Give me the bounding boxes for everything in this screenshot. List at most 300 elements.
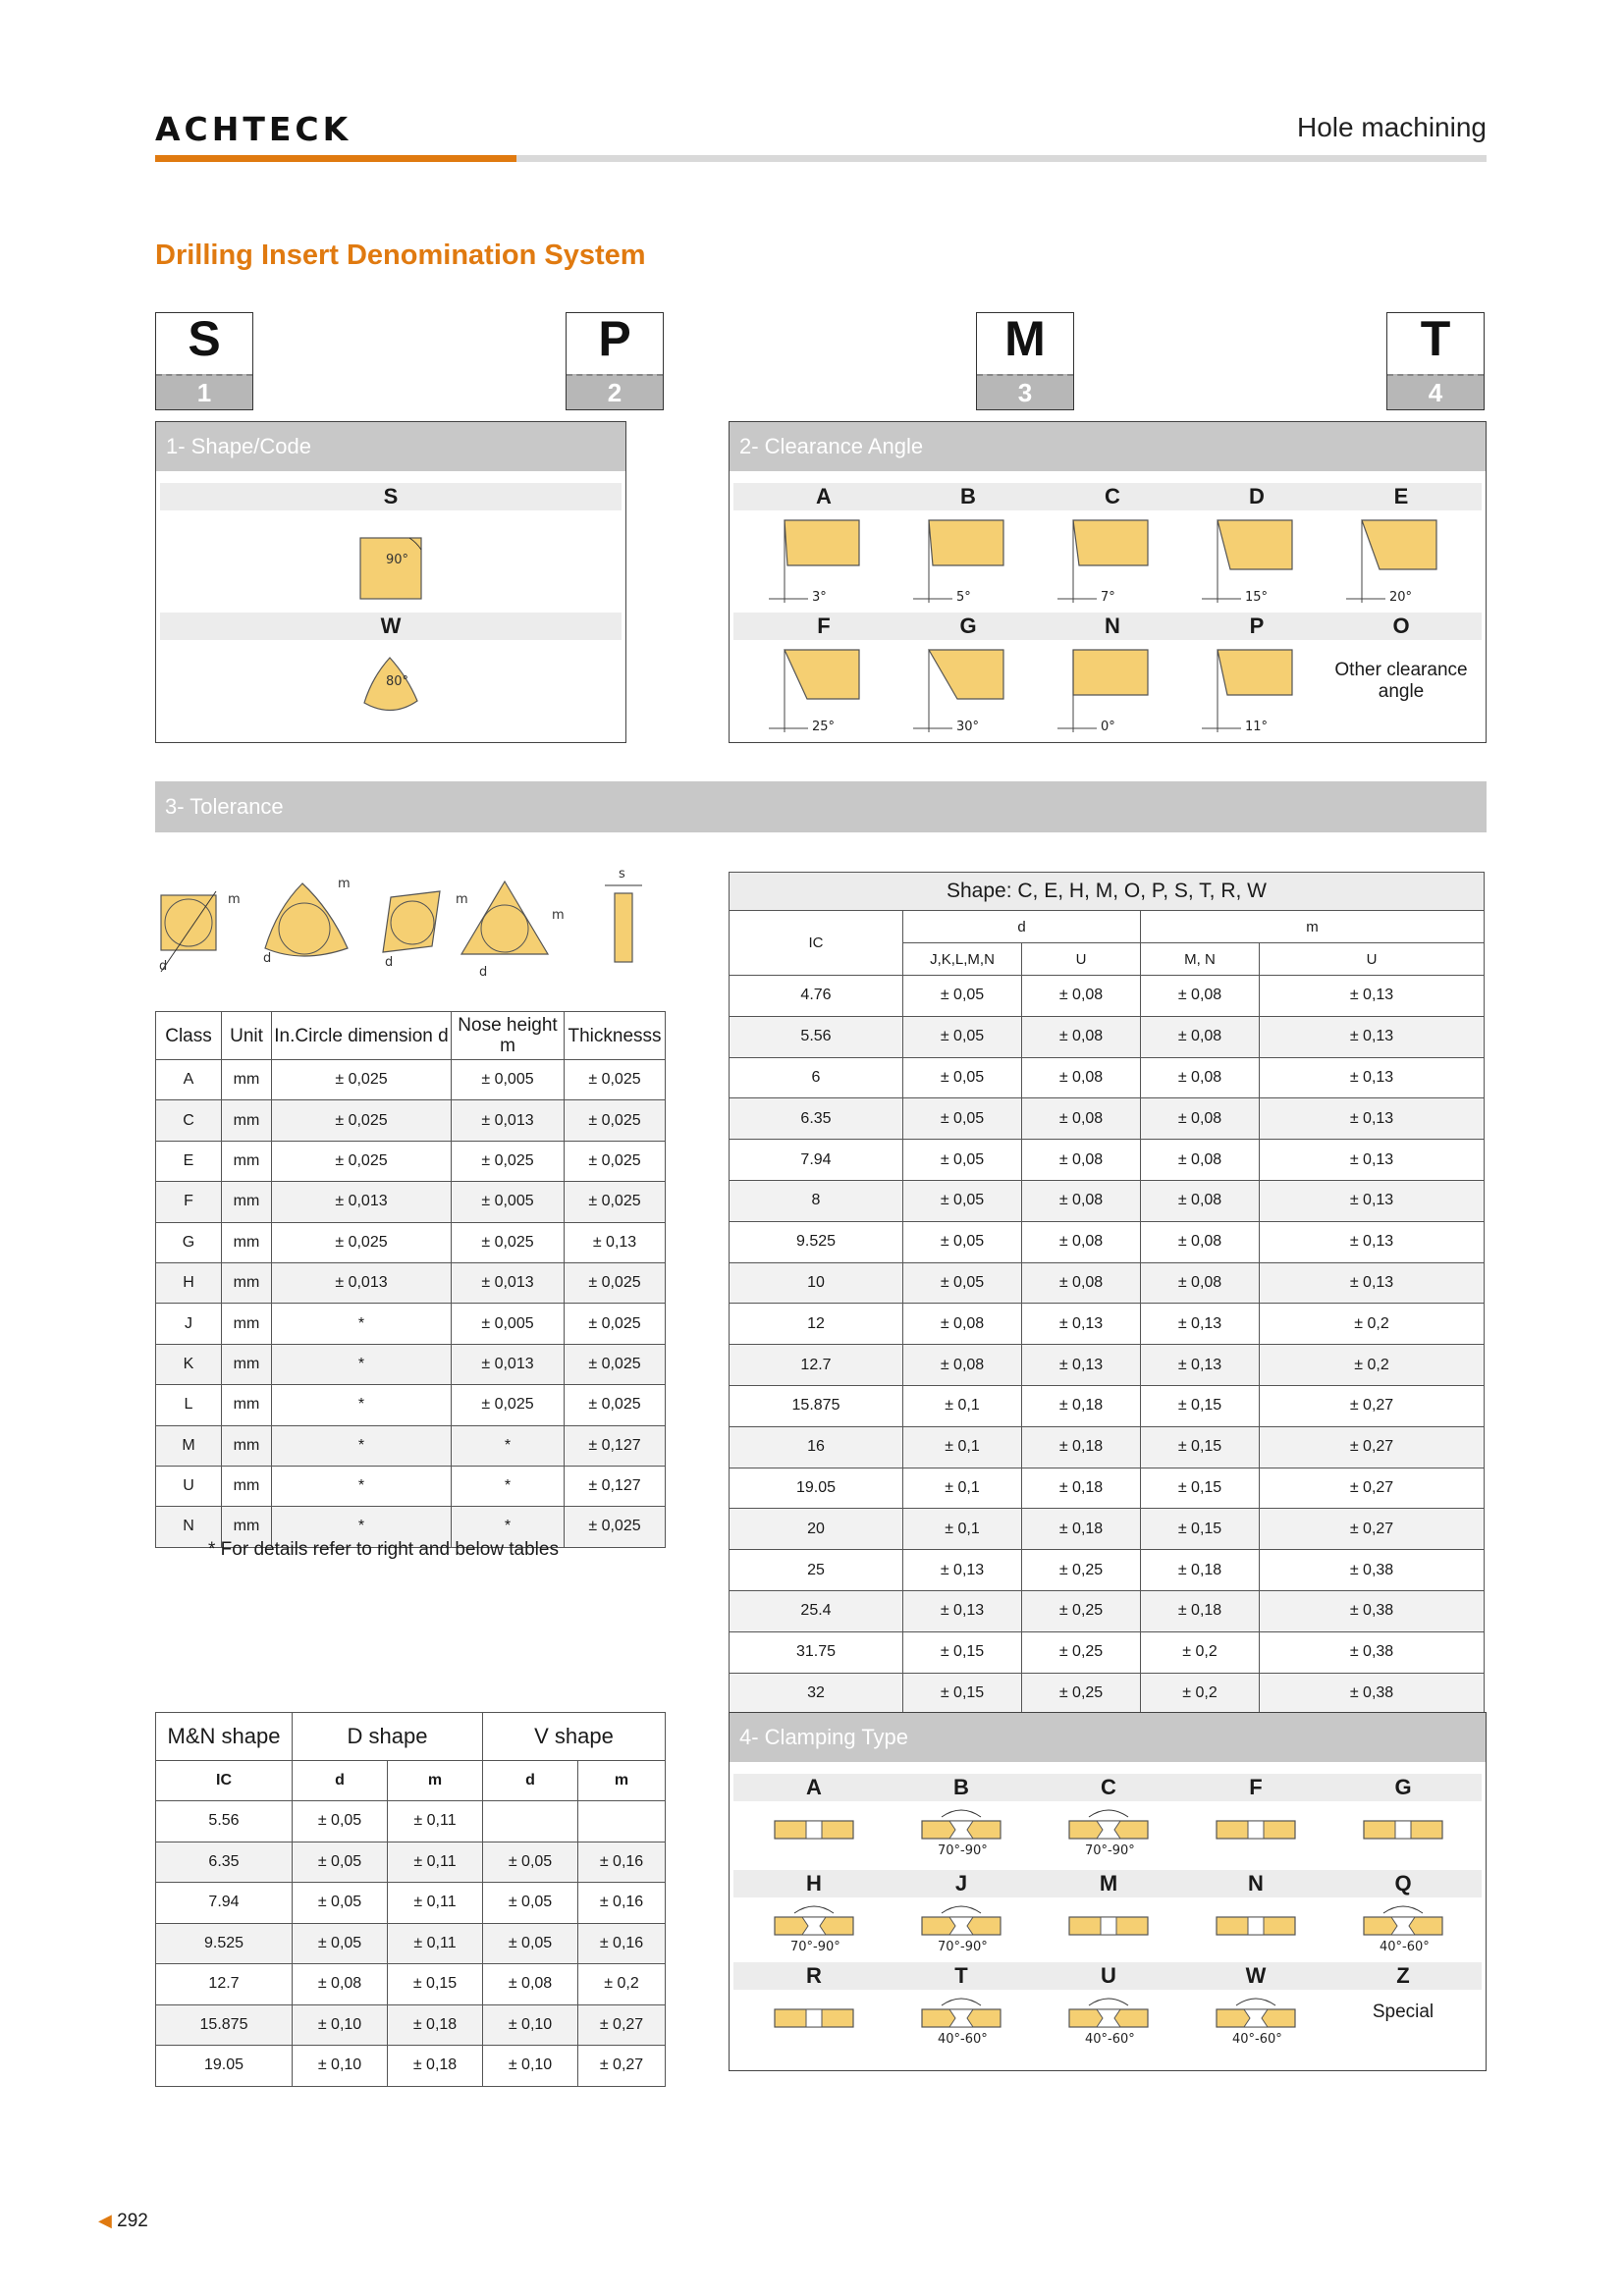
- table-cell: mm: [222, 1344, 272, 1384]
- table-cell: ± 0,18: [1022, 1509, 1141, 1550]
- table-cell: ± 0,05: [293, 1842, 388, 1883]
- table-cell: 5.56: [156, 1801, 293, 1842]
- table-cell: ± 0,2: [578, 1964, 666, 2005]
- table-row: [730, 1345, 1485, 1386]
- clearance-code: G: [959, 614, 977, 638]
- table-row: [730, 1304, 1485, 1345]
- table-cell: ± 0,08: [1141, 1262, 1260, 1304]
- table-cell: ± 0,05: [903, 1016, 1022, 1057]
- code-number: 1: [156, 374, 252, 409]
- table-cell: *: [272, 1425, 452, 1466]
- table-cell: ± 0,025: [565, 1141, 666, 1181]
- code-number: 2: [567, 374, 663, 409]
- square-insert-icon: [352, 530, 431, 609]
- clamping-insert-icon: [1354, 1899, 1452, 1962]
- clearance-code: O: [1392, 614, 1410, 638]
- table-row: [730, 1468, 1485, 1509]
- table-cell: ± 0,025: [272, 1141, 452, 1181]
- sub-header: M, N: [1141, 943, 1260, 976]
- header-rule-accent: [155, 155, 516, 162]
- code-letter: T: [1420, 311, 1451, 366]
- table-cell: *: [272, 1507, 452, 1547]
- table-cell: mm: [222, 1466, 272, 1506]
- table-cell: ± 0,025: [272, 1222, 452, 1262]
- table-cell: ± 0,1: [903, 1468, 1022, 1509]
- table-cell: 12: [730, 1304, 903, 1345]
- table-row: [730, 1180, 1485, 1221]
- table-cell: ± 0,1: [903, 1509, 1022, 1550]
- table-cell: ± 0,05: [903, 1057, 1022, 1098]
- table-row: [730, 1550, 1485, 1591]
- clearance-code: C: [1105, 484, 1120, 508]
- clamping-code: C: [1101, 1775, 1116, 1799]
- clamping-insert-icon: [1059, 1803, 1158, 1866]
- table-cell: ± 0,08: [1141, 1057, 1260, 1098]
- table-cell: ± 0,08: [1141, 1140, 1260, 1181]
- table-cell: ± 0,05: [903, 1180, 1022, 1221]
- clamping-insert-icon: [765, 1803, 863, 1866]
- table-cell: ± 0,25: [1022, 1590, 1141, 1631]
- clamping-code: G: [1394, 1775, 1412, 1799]
- table-cell: ± 0,08: [903, 1304, 1022, 1345]
- clamping-angle-label: 40°-60°: [1085, 2032, 1135, 2047]
- clamping-code: J: [954, 1871, 968, 1896]
- table-cell: ± 0,025: [565, 1060, 666, 1100]
- table-cell: ± 0,38: [1260, 1550, 1485, 1591]
- table-cell: *: [452, 1466, 565, 1506]
- table-cell: ± 0,05: [293, 1801, 388, 1842]
- clearance-insert-icon: [1198, 516, 1306, 611]
- table-cell: ± 0,08: [293, 1964, 388, 2005]
- clearance-insert-icon: [909, 646, 1017, 740]
- clamping-insert-icon: [765, 1992, 863, 2055]
- table-row: [730, 1385, 1485, 1426]
- clamping-code: R: [806, 1963, 822, 1988]
- table-cell: ± 0,13: [1141, 1304, 1260, 1345]
- table-row: [156, 1923, 666, 1964]
- table-row: [730, 1016, 1485, 1057]
- code-box-3: [976, 312, 1074, 410]
- table-cell: ± 0,2: [1141, 1631, 1260, 1673]
- table-cell: ± 0,08: [1022, 1262, 1141, 1304]
- table-cell: ± 0,25: [1022, 1673, 1141, 1714]
- table-cell: ± 0,08: [1141, 1016, 1260, 1057]
- table-cell: ± 0,025: [565, 1385, 666, 1425]
- trigon-insert-icon: [352, 652, 431, 724]
- table-cell: ± 0,38: [1260, 1631, 1485, 1673]
- column-header: Thicknesss: [565, 1012, 666, 1060]
- table-cell: ± 0,13: [1260, 1140, 1485, 1181]
- table-cell: ± 0,08: [1022, 1221, 1141, 1262]
- table-cell: ± 0,13: [1022, 1345, 1141, 1386]
- table-cell: N: [156, 1507, 222, 1547]
- table-cell: ± 0,25: [1022, 1550, 1141, 1591]
- column-header: In.Circle dimension d: [272, 1012, 452, 1060]
- table-cell: ± 0,1: [903, 1426, 1022, 1468]
- table-cell: *: [272, 1466, 452, 1506]
- table-cell: ± 0,025: [565, 1304, 666, 1344]
- page-arrow-icon: ◀: [98, 2211, 112, 2230]
- clamping-insert-icon: [912, 1992, 1010, 2055]
- panel-title: 1- Shape/Code: [156, 422, 625, 471]
- clamping-code: Q: [1394, 1871, 1412, 1896]
- clearance-other-text: Other clearance angle: [1334, 660, 1468, 702]
- table-cell: ± 0,013: [452, 1100, 565, 1141]
- clamping-angle-label: 70°-90°: [790, 1940, 840, 1954]
- clamping-code: B: [953, 1775, 969, 1799]
- table-cell: K: [156, 1344, 222, 1384]
- brand-logo: ACHTECK: [155, 110, 352, 148]
- table-cell: ± 0,05: [483, 1842, 578, 1883]
- thickness-diagram: [605, 867, 642, 962]
- clamping-insert-icon: [1059, 1992, 1158, 2055]
- d-label: d: [263, 951, 272, 966]
- column-header: D shape: [293, 1713, 483, 1761]
- code-box-2: [566, 312, 664, 410]
- table-cell: ± 0,05: [483, 1883, 578, 1924]
- column-header: m: [1141, 911, 1485, 943]
- table-cell: ± 0,18: [1141, 1550, 1260, 1591]
- clamping-angle-label: 70°-90°: [938, 1940, 988, 1954]
- table-cell: ± 0,08: [1141, 1180, 1260, 1221]
- tolerance-header: [155, 781, 1487, 832]
- triangle-tolerance-diagram: [461, 881, 565, 980]
- table-cell: J: [156, 1304, 222, 1344]
- table-caption: Shape: C, E, H, M, O, P, S, T, R, W: [730, 873, 1485, 911]
- table-cell: 5.56: [730, 1016, 903, 1057]
- code-number: 3: [977, 374, 1073, 409]
- table-cell: mm: [222, 1060, 272, 1100]
- table-cell: ± 0,08: [1022, 1098, 1141, 1140]
- table-cell: 16: [730, 1426, 903, 1468]
- table-cell: *: [452, 1425, 565, 1466]
- table-cell: 15.875: [156, 2004, 293, 2046]
- clearance-angle-label: 11°: [1245, 720, 1269, 734]
- table-row: [730, 1221, 1485, 1262]
- table-cell: ± 0,15: [1141, 1426, 1260, 1468]
- code-letter: S: [188, 311, 221, 366]
- shape-code-s: S: [160, 483, 622, 510]
- clearance-insert-icon: [909, 516, 1017, 611]
- table-cell: ± 0,2: [1260, 1345, 1485, 1386]
- clamping-type-panel: [729, 1712, 1487, 2071]
- clamping-code: M: [1099, 1871, 1118, 1896]
- table-cell: ± 0,025: [272, 1060, 452, 1100]
- table-cell: 25: [730, 1550, 903, 1591]
- s-label: s: [619, 867, 625, 881]
- clamping-code: H: [806, 1871, 822, 1896]
- tolerance-diagrams: [155, 864, 646, 991]
- table-cell: ± 0,025: [565, 1344, 666, 1384]
- table-cell: mm: [222, 1222, 272, 1262]
- table-cell: ± 0,15: [388, 1964, 483, 2005]
- clearance-insert-icon: [765, 516, 873, 611]
- table-cell: ± 0,08: [1022, 1057, 1141, 1098]
- clearance-code: B: [960, 484, 976, 508]
- clearance-angle-label: 5°: [956, 590, 971, 605]
- table-cell: 19.05: [156, 2046, 293, 2087]
- table-row: [730, 1590, 1485, 1631]
- table-cell: ± 0,013: [452, 1344, 565, 1384]
- m-label: m: [456, 892, 468, 907]
- table-cell: 32: [730, 1673, 903, 1714]
- table-cell: ± 0,27: [1260, 1426, 1485, 1468]
- page-number: [98, 2211, 148, 2232]
- table-cell: ± 0,08: [1141, 1221, 1260, 1262]
- table-cell: mm: [222, 1507, 272, 1547]
- table-cell: ± 0,27: [1260, 1468, 1485, 1509]
- sub-header: m: [578, 1761, 666, 1801]
- table-cell: ± 0,13: [1141, 1345, 1260, 1386]
- table-cell: ± 0,005: [452, 1304, 565, 1344]
- table-cell: ± 0,15: [1141, 1468, 1260, 1509]
- shape-code-panel: [155, 421, 626, 743]
- table-row: [156, 1964, 666, 2005]
- shape-angle-label: 90°: [386, 553, 409, 567]
- table-cell: mm: [222, 1262, 272, 1303]
- table-row: [156, 1466, 666, 1506]
- panel-title: 3- Tolerance: [165, 794, 284, 819]
- column-header: Class: [156, 1012, 222, 1060]
- table-cell: G: [156, 1222, 222, 1262]
- table-cell: ± 0,18: [1141, 1590, 1260, 1631]
- table-cell: ± 0,05: [903, 976, 1022, 1017]
- table-cell: H: [156, 1262, 222, 1303]
- table-cell: ± 0,10: [483, 2046, 578, 2087]
- clamping-angle-label: 40°-60°: [938, 2032, 988, 2047]
- table-cell: ± 0,127: [565, 1466, 666, 1506]
- clearance-insert-icon: [1198, 646, 1306, 740]
- table-cell: 20: [730, 1509, 903, 1550]
- clearance-code: N: [1105, 614, 1120, 638]
- table-row: [156, 1842, 666, 1883]
- table-cell: E: [156, 1141, 222, 1181]
- table-cell: ± 0,013: [272, 1262, 452, 1303]
- table-cell: ± 0,05: [293, 1923, 388, 1964]
- table-cell: 25.4: [730, 1590, 903, 1631]
- table-cell: ± 0,13: [1260, 976, 1485, 1017]
- table-cell: ± 0,013: [272, 1182, 452, 1222]
- clamping-angle-label: 40°-60°: [1380, 1940, 1430, 1954]
- column-header: d: [903, 911, 1141, 943]
- clearance-angle-label: 25°: [812, 720, 836, 734]
- table-cell: ± 0,27: [1260, 1509, 1485, 1550]
- table-cell: ± 0,08: [1022, 1180, 1141, 1221]
- table-cell: ± 0,11: [388, 1923, 483, 1964]
- clearance-angle-label: 0°: [1101, 720, 1115, 734]
- sub-header: U: [1022, 943, 1141, 976]
- clamping-code: A: [806, 1775, 822, 1799]
- table-cell: ± 0,13: [1022, 1304, 1141, 1345]
- sub-header: d: [293, 1761, 388, 1801]
- table-row: [730, 1631, 1485, 1673]
- d-label: d: [479, 965, 488, 980]
- table-cell: ± 0,05: [903, 1262, 1022, 1304]
- table-row: [156, 2046, 666, 2087]
- table-cell: ± 0,16: [578, 1842, 666, 1883]
- table-cell: ± 0,18: [1022, 1385, 1141, 1426]
- table-row: [156, 1344, 666, 1384]
- clearance-angle-label: 7°: [1101, 590, 1115, 605]
- clamping-insert-icon: [1207, 1899, 1305, 1962]
- clamping-insert-icon: [912, 1803, 1010, 1866]
- d-label: d: [385, 955, 394, 970]
- table-cell: ± 0,38: [1260, 1673, 1485, 1714]
- clearance-code: P: [1249, 614, 1265, 638]
- table-cell: ± 0,15: [903, 1673, 1022, 1714]
- table-cell: ± 0,18: [1022, 1426, 1141, 1468]
- table-cell: ± 0,13: [565, 1222, 666, 1262]
- rhombic-tolerance-diagram: [383, 891, 468, 970]
- column-header: V shape: [483, 1713, 666, 1761]
- clamping-insert-icon: [1354, 1803, 1452, 1866]
- clearance-code: A: [816, 484, 832, 508]
- clamping-insert-icon: [765, 1899, 863, 1962]
- table-cell: 4.76: [730, 976, 903, 1017]
- table-cell: 7.94: [730, 1140, 903, 1181]
- table-cell: ± 0,127: [565, 1425, 666, 1466]
- table-cell: ± 0,18: [1022, 1468, 1141, 1509]
- table-cell: 12.7: [156, 1964, 293, 2005]
- tolerance-class-table: [155, 1011, 666, 1548]
- table-cell: ± 0,05: [903, 1221, 1022, 1262]
- clamping-code: F: [1249, 1775, 1263, 1799]
- table-cell: 10: [730, 1262, 903, 1304]
- trigon-tolerance-diagram: [263, 877, 351, 966]
- table-cell: ± 0,005: [452, 1182, 565, 1222]
- table-row: [156, 1425, 666, 1466]
- table-row: [156, 1060, 666, 1100]
- table-cell: [483, 1801, 578, 1842]
- table-cell: U: [156, 1466, 222, 1506]
- table-cell: ± 0,05: [483, 1923, 578, 1964]
- code-box-4: [1386, 312, 1485, 410]
- square-tolerance-diagram: [159, 891, 241, 974]
- table-cell: C: [156, 1100, 222, 1141]
- shape-tolerance-table: [729, 872, 1485, 1714]
- table-cell: mm: [222, 1100, 272, 1141]
- clearance-insert-icon: [1054, 646, 1162, 740]
- table-cell: ± 0,16: [578, 1923, 666, 1964]
- table-cell: [578, 1801, 666, 1842]
- table-cell: ± 0,13: [903, 1590, 1022, 1631]
- table-cell: L: [156, 1385, 222, 1425]
- table-cell: 15.875: [730, 1385, 903, 1426]
- table-cell: ± 0,05: [293, 1883, 388, 1924]
- code-box-1: [155, 312, 253, 410]
- table-cell: F: [156, 1182, 222, 1222]
- clamping-insert-icon: [1207, 1803, 1305, 1866]
- table-cell: ± 0,27: [1260, 1385, 1485, 1426]
- table-cell: ± 0,13: [1260, 1098, 1485, 1140]
- m-label: m: [552, 908, 565, 923]
- table-cell: ± 0,025: [565, 1507, 666, 1547]
- table-row: [730, 1098, 1485, 1140]
- table-cell: ± 0,08: [1141, 1098, 1260, 1140]
- clamping-insert-icon: [1207, 1992, 1305, 2055]
- table-cell: ± 0,08: [483, 1964, 578, 2005]
- sub-header: U: [1260, 943, 1485, 976]
- table-cell: ± 0,025: [565, 1182, 666, 1222]
- table-cell: A: [156, 1060, 222, 1100]
- table-cell: ± 0,13: [1260, 1057, 1485, 1098]
- table-cell: 19.05: [730, 1468, 903, 1509]
- table-cell: ± 0,15: [1141, 1509, 1260, 1550]
- clamping-code: T: [954, 1963, 968, 1988]
- clamping-insert-icon: [912, 1899, 1010, 1962]
- table-cell: ± 0,13: [1260, 1221, 1485, 1262]
- table-row: [730, 1140, 1485, 1181]
- table-cell: ± 0,08: [1022, 1016, 1141, 1057]
- m-label: m: [228, 892, 241, 907]
- table-cell: ± 0,15: [1141, 1385, 1260, 1426]
- table-cell: 8: [730, 1180, 903, 1221]
- table-cell: ± 0,15: [903, 1631, 1022, 1673]
- table-row: [730, 1426, 1485, 1468]
- table-row: [156, 1141, 666, 1181]
- table-cell: ± 0,1: [903, 1385, 1022, 1426]
- table-cell: ± 0,08: [1022, 976, 1141, 1017]
- clearance-insert-icon: [765, 646, 873, 740]
- table-cell: mm: [222, 1141, 272, 1181]
- table-cell: ± 0,13: [1260, 1180, 1485, 1221]
- table-cell: 31.75: [730, 1631, 903, 1673]
- sub-header: J,K,L,M,N: [903, 943, 1022, 976]
- table-row: [730, 976, 1485, 1017]
- table-cell: ± 0,2: [1260, 1304, 1485, 1345]
- table-cell: ± 0,05: [903, 1140, 1022, 1181]
- table-cell: ± 0,025: [565, 1100, 666, 1141]
- table-row: [156, 2004, 666, 2046]
- mn-shape-table: [155, 1712, 666, 2087]
- column-header: IC: [730, 911, 903, 976]
- table-cell: ± 0,16: [578, 1883, 666, 1924]
- table-cell: ± 0,025: [452, 1385, 565, 1425]
- table-cell: ± 0,025: [565, 1262, 666, 1303]
- table-cell: ± 0,025: [452, 1141, 565, 1181]
- table-cell: 9.525: [156, 1923, 293, 1964]
- clamping-angle-label: 40°-60°: [1232, 2032, 1282, 2047]
- table-cell: 6.35: [156, 1842, 293, 1883]
- panel-title: 4- Clamping Type: [730, 1713, 1486, 1762]
- table-row: [156, 1883, 666, 1924]
- clearance-angle-label: 20°: [1389, 590, 1413, 605]
- clamping-insert-icon: [1059, 1899, 1158, 1962]
- table-cell: *: [452, 1507, 565, 1547]
- clamping-code: Z: [1396, 1963, 1410, 1988]
- table-row: [156, 1385, 666, 1425]
- clearance-code: E: [1393, 484, 1409, 508]
- column-header: Unit: [222, 1012, 272, 1060]
- table-cell: ± 0,18: [388, 2046, 483, 2087]
- table-cell: ± 0,11: [388, 1883, 483, 1924]
- table-cell: mm: [222, 1385, 272, 1425]
- table-cell: ± 0,10: [483, 2004, 578, 2046]
- clearance-code: D: [1249, 484, 1265, 508]
- table-row: [730, 1057, 1485, 1098]
- table-cell: *: [272, 1385, 452, 1425]
- table-cell: 6.35: [730, 1098, 903, 1140]
- table-cell: ± 0,25: [1022, 1631, 1141, 1673]
- clearance-angle-label: 30°: [956, 720, 980, 734]
- column-header: Nose height m: [452, 1012, 565, 1060]
- table-cell: ± 0,025: [272, 1100, 452, 1141]
- clearance-angle-label: 15°: [1245, 590, 1269, 605]
- page-number-text: 292: [117, 2211, 148, 2231]
- table-cell: ± 0,08: [1141, 976, 1260, 1017]
- clearance-code: F: [817, 614, 831, 638]
- code-number: 4: [1387, 374, 1484, 409]
